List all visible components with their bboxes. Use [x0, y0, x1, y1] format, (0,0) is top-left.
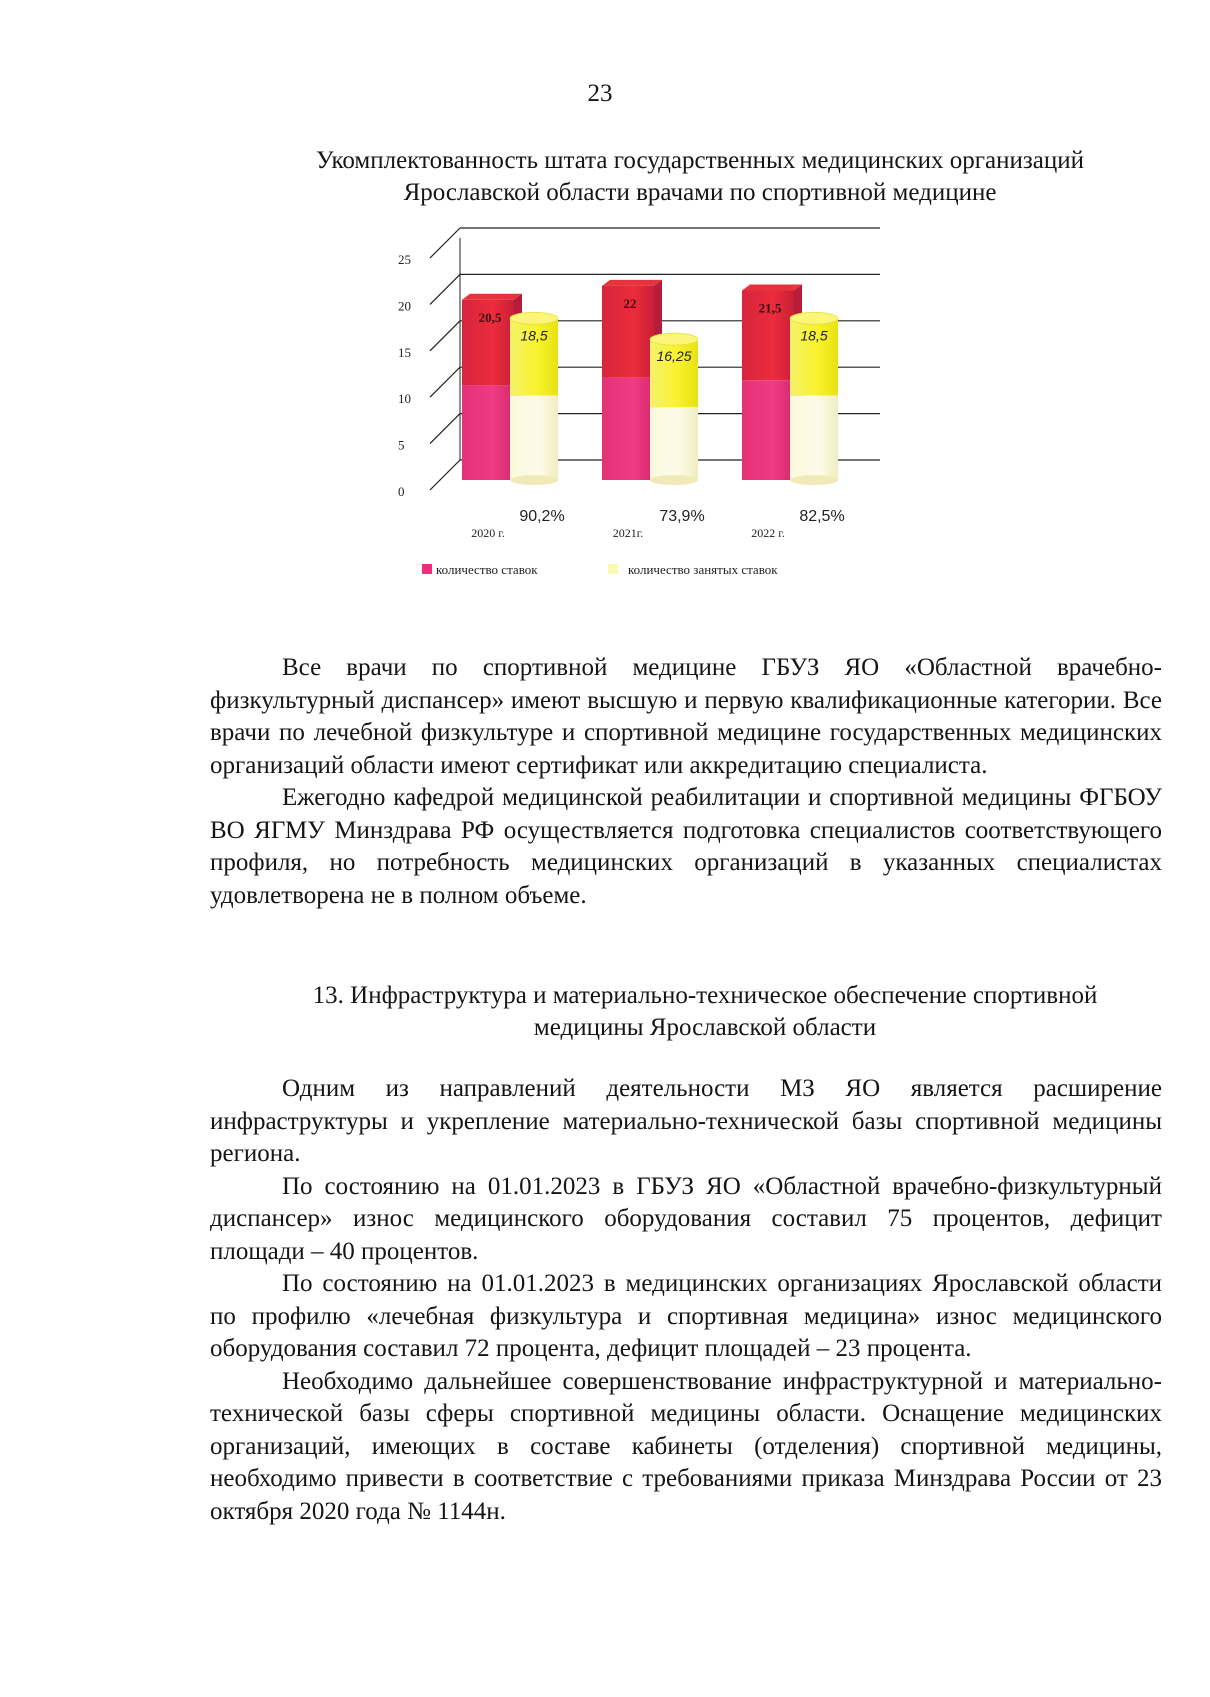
y-tick-label: 0 [398, 484, 405, 499]
legend-swatch-count-total [422, 564, 432, 574]
y-tick-label: 25 [398, 252, 411, 267]
y-tick-label: 5 [398, 437, 405, 453]
paragraph-block-1 [210, 652, 1162, 912]
bar-chart [398, 232, 970, 632]
bar-count-total [462, 385, 514, 480]
bar-count-occupied-top [650, 333, 698, 345]
legend-label-count-occupied: количество занятых ставок [628, 562, 778, 577]
bar-count-occupied-base [510, 475, 558, 485]
bar-count-occupied-top [790, 312, 838, 324]
gridline-depth [430, 460, 460, 490]
data-label-count-total: 21,5 [758, 300, 782, 316]
gridline-depth [430, 367, 460, 397]
section-heading-line-2: медицины Ярославской области [533, 1014, 877, 1041]
section-heading [200, 980, 1210, 1044]
bar-count-total [742, 380, 794, 480]
paragraph: Все врачи по спортивной медицине ГБУЗ ЯО «Областной врачебно-физкультурный диспансер» имеют высшую и первую квалификационные категории. Все врачи по лечебной физкультуре и спортивной медицине государственных медицинских организаций области имеют сертификат или аккредитацию специалиста. [210, 654, 1162, 779]
x-tick-label: 2020 г. [471, 526, 505, 540]
percent-label: 90,2% [519, 508, 565, 525]
x-tick-label: 2022 г. [751, 526, 785, 540]
paragraph: По состоянию на 01.01.2023 в медицинских организациях Ярославской области по профилю «лечебная физкультура и спортивная медицина» износ медицинского оборудования составил 72 процента, дефицит площадей – 23 процента. [210, 1270, 1162, 1362]
x-tick-label: 2021г. [612, 526, 644, 540]
paragraph: Одним из направлений деятельности МЗ ЯО является расширение инфраструктуры и укрепление материально-технической базы спортивной медицины региона. [210, 1075, 1162, 1167]
paragraph: Необходимо дальнейшее совершенствование инфраструктурной и материально-технической базы сферы спортивной медицины области. Оснащение медицинских организаций, имеющих в составе кабинеты (отделения) спортивной медицины, необходимо привести в соответствие с требованиями приказа Минздрава России от 23 октября 2020 года № 1144н. [210, 1367, 1162, 1525]
bar-count-total-top [462, 294, 522, 300]
gridline-depth [430, 274, 460, 304]
percent-label: 73,9% [659, 508, 705, 525]
data-label-count-occupied: 18,5 [520, 327, 548, 344]
bar-count-total [602, 378, 654, 480]
bar-count-occupied-base [790, 475, 838, 485]
legend-label-count-total: количество ставок [436, 562, 538, 577]
paragraph: По состоянию на 01.01.2023 в ГБУЗ ЯО «Областной врачебно-физкультурный диспансер» износ медицинского оборудования составил 75 процентов, дефицит площади – 40 процентов. [210, 1172, 1162, 1265]
data-label-count-total: 20,5 [478, 309, 502, 325]
chart-title-line-1: Укомплектованность штата государственных медицинских организаций [316, 147, 1084, 174]
bar-count-total-top [742, 284, 802, 290]
gridline-depth [430, 321, 460, 351]
bar-count-occupied-lower [510, 396, 558, 480]
percent-label: 82,5% [799, 508, 845, 525]
section-heading-line-1: 13. Инфраструктура и материально-техническое обеспечение спортивной [312, 982, 1098, 1009]
page-number: 23 [587, 80, 613, 107]
data-label-count-occupied: 18,5 [800, 327, 828, 344]
chart-title [200, 145, 1200, 209]
data-label-count-occupied: 16,25 [656, 348, 692, 365]
legend-swatch-count-occupied [608, 564, 618, 574]
data-label-count-total: 22 [623, 295, 637, 311]
y-tick-label: 20 [398, 298, 411, 314]
gridline-depth [430, 228, 460, 258]
paragraph: Ежегодно кафедрой медицинской реабилитации и спортивной медицины ФГБОУ ВО ЯГМУ Минздрава РФ осуществляется подготовка специалистов соответствующего профиля, но потребность медицинских организаций в указанных специалистах удовлетворена не в полном объеме. [210, 784, 1162, 909]
paragraph-block-2 [210, 1073, 1162, 1528]
bar-count-total-top [602, 280, 662, 286]
y-tick-label: 10 [398, 391, 411, 407]
chart-title-line-2: Ярославской области врачами по спортивной медицине [403, 179, 997, 206]
bar-count-occupied-top [510, 312, 558, 324]
gridline-depth [430, 414, 460, 444]
bar-count-occupied-lower [790, 396, 838, 480]
bar-count-occupied-base [650, 475, 698, 485]
bar-count-occupied-lower [650, 407, 698, 480]
y-tick-label: 15 [398, 344, 411, 360]
